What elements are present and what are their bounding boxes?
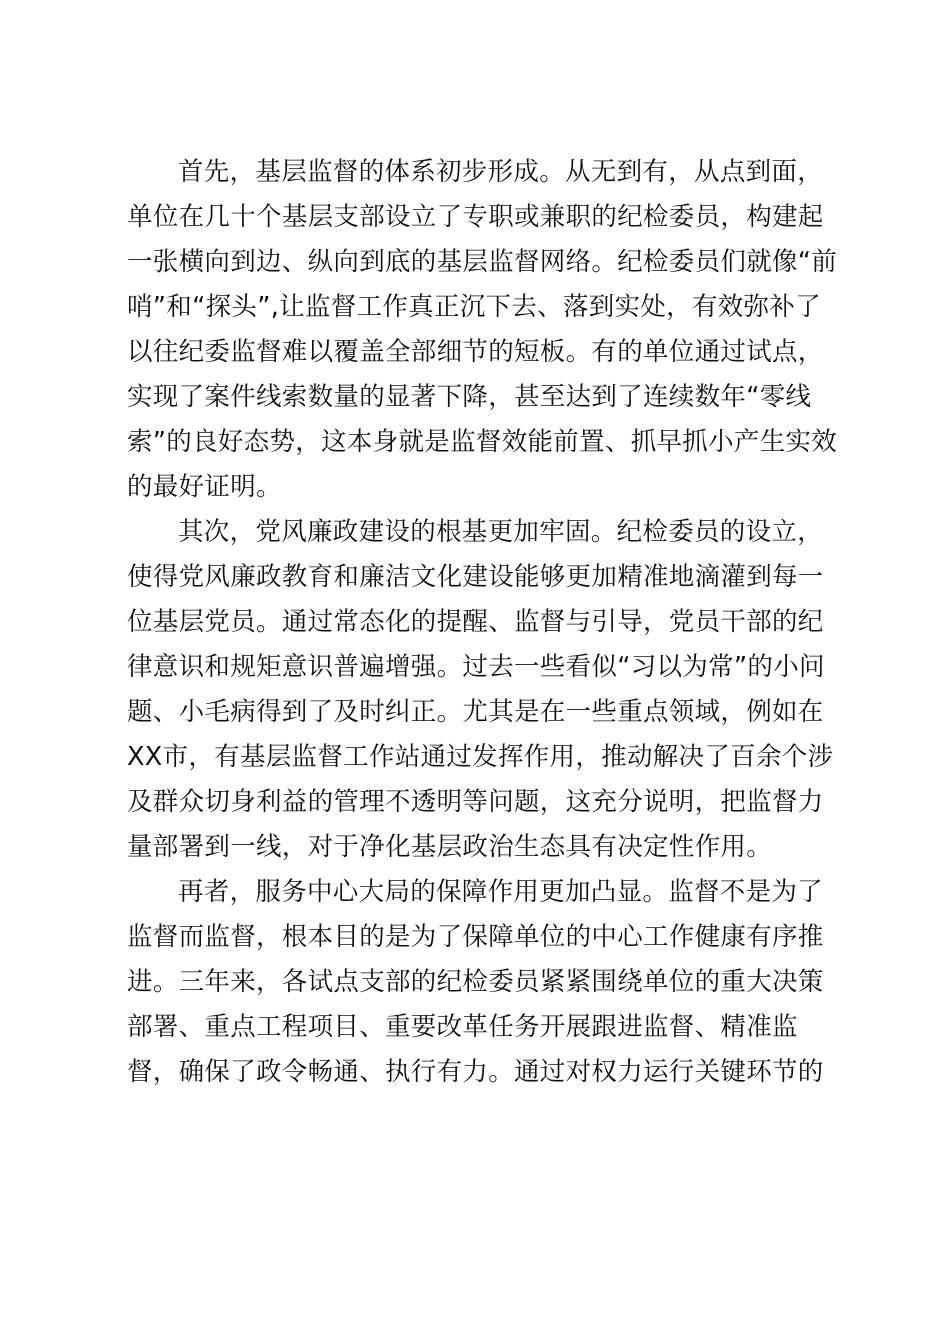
paragraph-line: 的最好证明。 xyxy=(127,472,282,502)
document-body xyxy=(127,150,847,1095)
paragraph-1 xyxy=(127,150,847,510)
paragraph-2 xyxy=(127,510,847,870)
paragraph-line: 其次，党风廉政建设的根基更加牢固。纪检委员的设立， xyxy=(178,517,824,547)
paragraph-line: 题、小毛病得到了及时纠正。尤其是在一些重点领域，例如在 xyxy=(127,697,824,727)
paragraph-line: 监督而监督，根本目的是为了保障单位的中心工作健康有序推 xyxy=(127,922,824,952)
paragraph-line: XX市，有基层监督工作站通过发挥作用，推动解决了百余个涉 xyxy=(127,742,834,772)
paragraph-line: 部署、重点工程项目、重要改革任务开展跟进监督、精准监 xyxy=(127,1012,798,1042)
paragraph-line: 及群众切身利益的管理不透明等问题，这充分说明，把监督力 xyxy=(127,787,824,817)
paragraph-line: 律意识和规矩意识普遍增强。过去一些看似“习以为常”的小问 xyxy=(127,652,825,682)
paragraph-line: 单位在几十个基层支部设立了专职或兼职的纪检委员，构建起 xyxy=(127,202,824,232)
paragraph-line: 以往纪委监督难以覆盖全部细节的短板。有的单位通过试点， xyxy=(127,337,824,367)
paragraph-line: 首先，基层监督的体系初步形成。从无到有，从点到面， xyxy=(178,157,824,187)
paragraph-line: 督，确保了政令畅通、执行有力。通过对权力运行关键环节的 xyxy=(127,1057,824,1087)
paragraph-3 xyxy=(127,870,847,1095)
paragraph-line: 一张横向到边、纵向到底的基层监督网络。纪检委员们就像“前 xyxy=(127,247,838,277)
paragraph-line: 使得党风廉政教育和廉洁文化建设能够更加精准地滴灌到每一 xyxy=(127,562,824,592)
paragraph-line: 索”的良好态势，这本身就是监督效能前置、抓早抓小产生实效 xyxy=(127,427,838,457)
paragraph-line: 再者，服务中心大局的保障作用更加凸显。监督不是为了 xyxy=(178,877,824,907)
paragraph-line: 实现了案件线索数量的显著下降，甚至达到了连续数年“零线 xyxy=(127,382,812,412)
paragraph-line: 进。三年来，各试点支部的纪检委员紧紧围绕单位的重大决策 xyxy=(127,967,824,997)
paragraph-line: 量部署到一线，对于净化基层政治生态具有决定性作用。 xyxy=(127,832,773,862)
paragraph-line: 哨”和“探头”,让监督工作真正沉下去、落到实处，有效弥补了 xyxy=(127,292,821,322)
paragraph-line: 位基层党员。通过常态化的提醒、监督与引导，党员干部的纪 xyxy=(127,607,824,637)
